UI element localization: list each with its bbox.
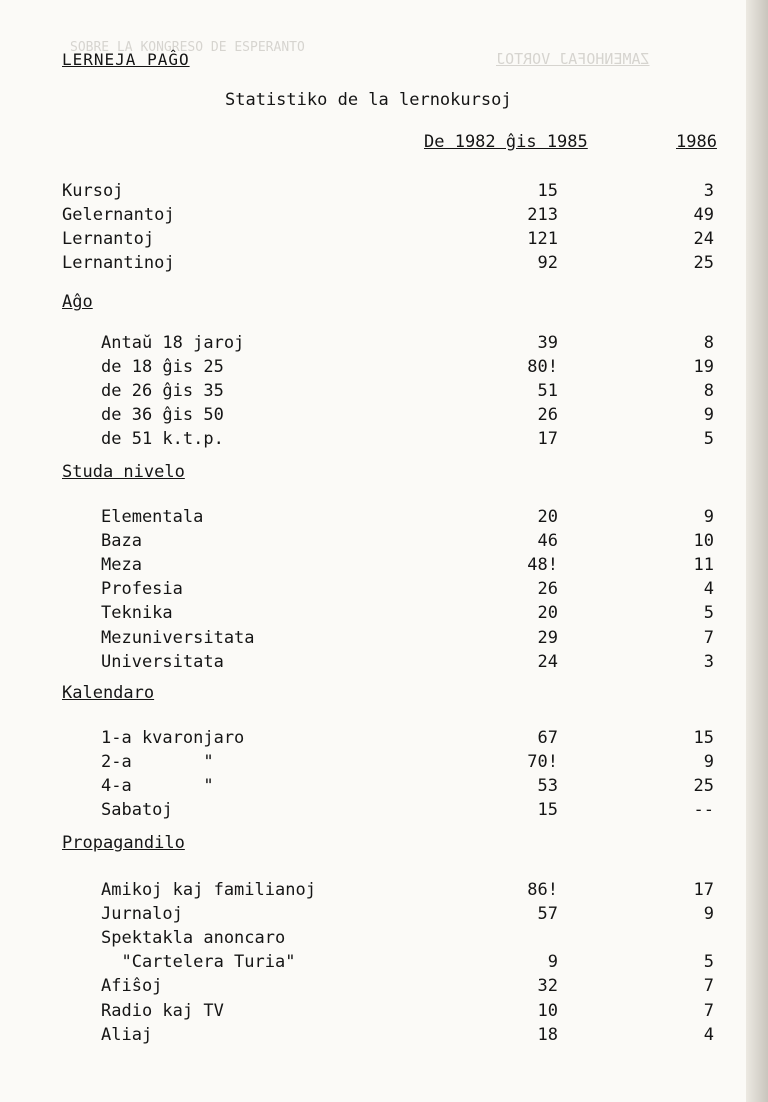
- table-row: [0, 726, 768, 750]
- row-label: Baza: [101, 531, 142, 552]
- row-label: Amikoj kaj familianoj: [101, 880, 316, 900]
- value-1982-1985: 46: [537, 531, 558, 552]
- section-heading: Kalendaro: [62, 683, 155, 703]
- row-label: Spektakla anoncaro: [101, 928, 286, 949]
- table-row: [0, 179, 768, 203]
- row-label: Gelernantoj: [62, 205, 175, 226]
- row-label: Sabatoj: [101, 800, 173, 821]
- column-header-period: De 1982 ĝis 1985: [424, 132, 588, 152]
- row-label: Universitata: [101, 651, 224, 672]
- row-label: Mezuniversitata: [101, 627, 255, 648]
- table-row: [0, 505, 768, 529]
- value-1982-1985: 39: [537, 333, 558, 353]
- value-1986: 8: [703, 381, 714, 402]
- row-label: Jurnaloj: [101, 904, 183, 925]
- value-1982-1985: 51: [537, 381, 558, 402]
- value-1986: 5: [703, 429, 714, 450]
- row-label: de 36 ĝis 50: [101, 405, 224, 426]
- table-row: [0, 878, 768, 902]
- value-1982-1985: 17: [537, 429, 558, 450]
- section-heading: Studa nivelo: [62, 462, 185, 482]
- column-header-year: 1986: [676, 132, 717, 152]
- value-1982-1985: 70!: [527, 752, 558, 773]
- bleed-through-text: SOBRE LA KONGRESO DE ESPERANTO: [70, 40, 305, 55]
- value-1982-1985: 20: [537, 507, 558, 527]
- value-1982-1985: 92: [537, 253, 558, 274]
- table-row: [0, 427, 768, 451]
- bleed-through-mirror-text: ZAMENHOFAJ VORTOJ: [496, 50, 650, 68]
- value-1986: 7: [703, 1000, 714, 1021]
- row-label: "Cartelera Turia": [101, 952, 296, 973]
- value-1982-1985: 18: [537, 1024, 558, 1045]
- value-1986: 4: [703, 579, 714, 600]
- value-1986: 9: [703, 405, 714, 426]
- table-row: [0, 331, 768, 355]
- table-row: [0, 902, 768, 926]
- value-1986: 5: [703, 952, 714, 973]
- row-label: 1-a kvaronjaro: [101, 728, 245, 748]
- value-1982-1985: 15: [537, 181, 558, 201]
- table-row: [0, 650, 768, 674]
- value-1982-1985: 213: [527, 205, 558, 226]
- value-1982-1985: 9: [547, 952, 558, 973]
- value-1982-1985: 57: [537, 904, 558, 925]
- table-row: [0, 553, 768, 577]
- table-row: [0, 251, 768, 275]
- table-row: [0, 974, 768, 998]
- value-1982-1985: 67: [537, 728, 558, 748]
- row-label: Radio kaj TV: [101, 1000, 224, 1021]
- value-1986: 7: [703, 627, 714, 648]
- value-1986: 3: [703, 651, 714, 672]
- value-1982-1985: 26: [537, 405, 558, 426]
- value-1986: 9: [703, 507, 714, 527]
- table-row: [0, 529, 768, 553]
- value-1986: 15: [693, 728, 714, 748]
- row-label: Lernantinoj: [62, 253, 175, 274]
- value-1986: 4: [703, 1024, 714, 1045]
- value-1982-1985: 48!: [527, 555, 558, 576]
- value-1982-1985: 80!: [527, 357, 558, 378]
- row-label: 4-a ": [101, 776, 214, 797]
- table-row: [0, 798, 768, 822]
- table-row: [0, 601, 768, 625]
- section-header: LERNEJA PAĜO: [62, 50, 190, 69]
- value-1982-1985: 29: [537, 627, 558, 648]
- value-1982-1985: 15: [537, 800, 558, 821]
- value-1986: 5: [703, 603, 714, 624]
- table-title: Statistiko de la lernokursoj: [225, 90, 512, 110]
- value-1982-1985: 86!: [527, 880, 558, 900]
- row-label: Teknika: [101, 603, 173, 624]
- row-label: 2-a ": [101, 752, 214, 773]
- table-row: [0, 355, 768, 379]
- table-row: [0, 950, 768, 974]
- table-row: [0, 227, 768, 251]
- row-label: Aliaj: [101, 1024, 153, 1045]
- row-label: Antaŭ 18 jaroj: [101, 333, 245, 353]
- table-row: [0, 626, 768, 650]
- value-1982-1985: 32: [537, 976, 558, 997]
- row-label: Profesia: [101, 579, 183, 600]
- row-label: Afiŝoj: [101, 976, 163, 997]
- row-label: Elementala: [101, 507, 204, 527]
- value-1986: 8: [703, 333, 714, 353]
- value-1986: 7: [703, 976, 714, 997]
- value-1986: 11: [693, 555, 714, 576]
- row-label: Kursoj: [62, 181, 124, 201]
- value-1982-1985: 20: [537, 603, 558, 624]
- section-heading: Aĝo: [62, 292, 93, 312]
- value-1986: 3: [703, 181, 714, 201]
- value-1986: --: [693, 800, 714, 821]
- value-1986: 17: [693, 880, 714, 900]
- value-1986: 10: [693, 531, 714, 552]
- value-1986: 9: [703, 904, 714, 925]
- table-row: [0, 379, 768, 403]
- value-1982-1985: 24: [537, 651, 558, 672]
- table-row: [0, 774, 768, 798]
- row-label: de 26 ĝis 35: [101, 381, 224, 402]
- table-row: [0, 403, 768, 427]
- value-1986: 25: [693, 253, 714, 274]
- table-row: [0, 577, 768, 601]
- value-1986: 25: [693, 776, 714, 797]
- table-row: [0, 926, 768, 950]
- row-label: de 51 k.t.p.: [101, 429, 224, 450]
- value-1982-1985: 53: [537, 776, 558, 797]
- row-label: Lernantoj: [62, 229, 155, 250]
- value-1986: 9: [703, 752, 714, 773]
- value-1982-1985: 10: [537, 1000, 558, 1021]
- table-row: [0, 999, 768, 1023]
- row-label: Meza: [101, 555, 142, 576]
- section-heading: Propagandilo: [62, 833, 185, 853]
- value-1982-1985: 26: [537, 579, 558, 600]
- value-1986: 49: [693, 205, 714, 226]
- value-1986: 24: [693, 229, 714, 250]
- row-label: de 18 ĝis 25: [101, 357, 224, 378]
- value-1986: 19: [693, 357, 714, 378]
- table-row: [0, 750, 768, 774]
- value-1982-1985: 121: [527, 229, 558, 250]
- table-row: [0, 1023, 768, 1047]
- table-row: [0, 203, 768, 227]
